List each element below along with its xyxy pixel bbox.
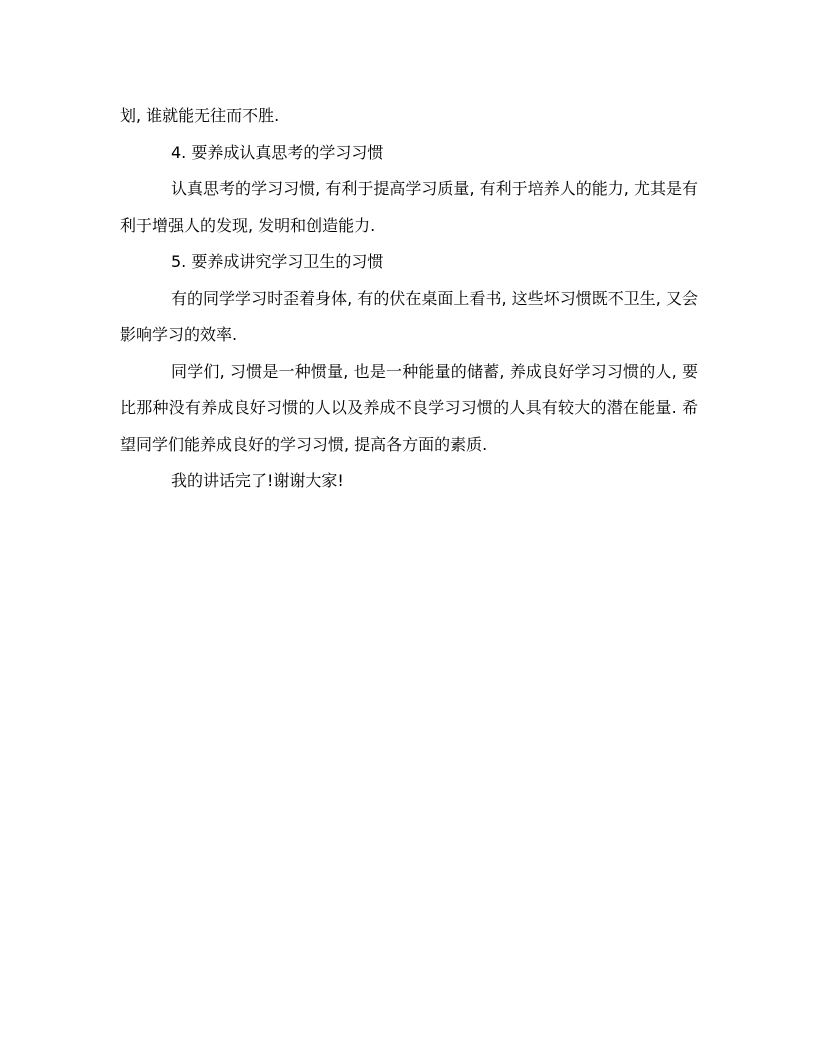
paragraph-thinking-habit: 认真思考的学习习惯, 有利于提高学习质量, 有利于培养人的能力, 尤其是有利于增强人的发现, 发明和创造能力. — [120, 179, 698, 235]
paragraph-hygiene-habit: 有的同学学习时歪着身体, 有的伏在桌面上看书, 这些坏习惯既不卫生, 又会影响学习的效率. — [120, 288, 698, 344]
heading-item-5: 5. 要养成讲究学习卫生的习惯 — [171, 252, 384, 271]
paragraph-continuation: 划, 谁就能无往而不胜. — [120, 106, 280, 125]
document-body — [120, 98, 698, 500]
paragraph-closing: 我的讲话完了!谢谢大家! — [171, 471, 344, 490]
paragraph-conclusion: 同学们, 习惯是一种惯量, 也是一种能量的储蓄, 养成良好学习习惯的人, 要比那种没有养成良好习惯的人以及养成不良学习习惯的人具有较大的潜在能量. 希望同学们能养成良好的学习习惯, 提高各方面的素质. — [120, 361, 698, 454]
heading-item-4: 4. 要养成认真思考的学习习惯 — [171, 142, 384, 162]
